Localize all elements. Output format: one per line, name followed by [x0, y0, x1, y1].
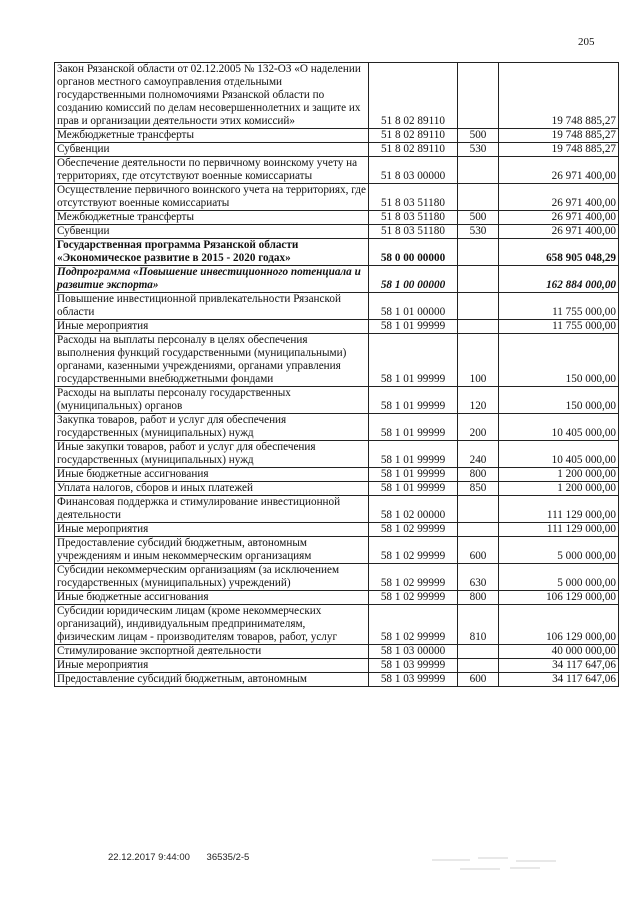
- row-name: Расходы на выплаты персоналу государственных (муниципальных) органов: [55, 387, 369, 414]
- row-code: 58 1 01 99999: [369, 320, 458, 334]
- row-expense-type: 850: [458, 482, 499, 496]
- row-amount: 40 000 000,00: [499, 645, 619, 659]
- row-expense-type: [458, 523, 499, 537]
- row-code: 58 1 01 99999: [369, 387, 458, 414]
- row-expense-type: [458, 157, 499, 184]
- row-expense-type: 600: [458, 537, 499, 564]
- row-code: 51 8 02 89110: [369, 143, 458, 157]
- row-amount: 34 117 647,06: [499, 659, 619, 673]
- row-amount: 162 884 000,00: [499, 266, 619, 293]
- footer: [108, 852, 263, 863]
- row-name: Субсидии юридическим лицам (кроме некоммерческих организаций), индивидуальным предпринимателям, физическим лицам - производителям товаров, работ, услуг: [55, 605, 369, 645]
- table-row: [55, 605, 619, 645]
- row-code: 58 1 01 99999: [369, 468, 458, 482]
- row-amount: 111 129 000,00: [499, 496, 619, 523]
- table-row: [55, 239, 619, 266]
- page-number: 205: [578, 36, 595, 48]
- row-amount: 26 971 400,00: [499, 157, 619, 184]
- table-row: [55, 537, 619, 564]
- row-expense-type: 630: [458, 564, 499, 591]
- row-expense-type: [458, 645, 499, 659]
- row-code: 58 1 02 99999: [369, 564, 458, 591]
- row-amount: 10 405 000,00: [499, 414, 619, 441]
- table-row: [55, 143, 619, 157]
- row-amount: 5 000 000,00: [499, 564, 619, 591]
- row-name: Обеспечение деятельности по первичному воинскому учету на территориях, где отсутствуют военные комиссариаты: [55, 157, 369, 184]
- table-row: [55, 225, 619, 239]
- row-expense-type: [458, 266, 499, 293]
- row-code: 58 1 03 99999: [369, 673, 458, 687]
- row-name: Предоставление субсидий бюджетным, автономным: [55, 673, 369, 687]
- row-code: 51 8 03 00000: [369, 157, 458, 184]
- row-amount: 658 905 048,29: [499, 239, 619, 266]
- row-expense-type: [458, 659, 499, 673]
- row-code: 51 8 03 51180: [369, 225, 458, 239]
- table-row: [55, 320, 619, 334]
- row-amount: 26 971 400,00: [499, 225, 619, 239]
- table-row: [55, 387, 619, 414]
- row-amount: 19 748 885,27: [499, 129, 619, 143]
- row-expense-type: 530: [458, 225, 499, 239]
- row-expense-type: 810: [458, 605, 499, 645]
- row-name: Осуществление первичного воинского учета на территориях, где отсутствуют военные комиссариаты: [55, 184, 369, 211]
- table-row: [55, 414, 619, 441]
- row-amount: 150 000,00: [499, 334, 619, 387]
- row-name: Расходы на выплаты персоналу в целях обеспечения выполнения функций государственными (муниципальными) органами, казенными учреждениями, органами управления государственными внебюджетными фондами: [55, 334, 369, 387]
- table-row: [55, 523, 619, 537]
- table-row: [55, 496, 619, 523]
- row-expense-type: 500: [458, 129, 499, 143]
- row-name: Иные бюджетные ассигнования: [55, 591, 369, 605]
- row-amount: 26 971 400,00: [499, 211, 619, 225]
- row-code: 58 1 01 99999: [369, 482, 458, 496]
- row-amount: 34 117 647,06: [499, 673, 619, 687]
- row-name: Межбюджетные трансферты: [55, 129, 369, 143]
- row-expense-type: [458, 496, 499, 523]
- row-expense-type: 240: [458, 441, 499, 468]
- row-code: 58 1 02 00000: [369, 496, 458, 523]
- row-name: Иные мероприятия: [55, 523, 369, 537]
- row-amount: 111 129 000,00: [499, 523, 619, 537]
- row-amount: 1 200 000,00: [499, 468, 619, 482]
- row-name: Закупка товаров, работ и услуг для обеспечения государственных (муниципальных) нужд: [55, 414, 369, 441]
- table-row: [55, 482, 619, 496]
- row-name: Уплата налогов, сборов и иных платежей: [55, 482, 369, 496]
- row-amount: 26 971 400,00: [499, 184, 619, 211]
- row-expense-type: [458, 320, 499, 334]
- row-expense-type: 500: [458, 211, 499, 225]
- row-expense-type: [458, 63, 499, 129]
- row-amount: 5 000 000,00: [499, 537, 619, 564]
- table-row: [55, 441, 619, 468]
- row-expense-type: 800: [458, 591, 499, 605]
- table-row: [55, 63, 619, 129]
- row-expense-type: 100: [458, 334, 499, 387]
- row-name: Субсидии некоммерческим организациям (за исключением государственных (муниципальных) учреждений): [55, 564, 369, 591]
- table-row: [55, 591, 619, 605]
- row-amount: 1 200 000,00: [499, 482, 619, 496]
- table-row: [55, 211, 619, 225]
- row-name: Подпрограмма «Повышение инвестиционного потенциала и развитие экспорта»: [55, 266, 369, 293]
- table-row: [55, 129, 619, 143]
- row-code: 51 8 03 51180: [369, 184, 458, 211]
- row-expense-type: [458, 239, 499, 266]
- row-amount: 19 748 885,27: [499, 143, 619, 157]
- row-name: Финансовая поддержка и стимулирование инвестиционной деятельности: [55, 496, 369, 523]
- row-expense-type: 600: [458, 673, 499, 687]
- row-code: 58 1 03 99999: [369, 659, 458, 673]
- row-name: Государственная программа Рязанской области «Экономическое развитие в 2015 - 2020 годах»: [55, 239, 369, 266]
- table-row: [55, 645, 619, 659]
- table-row: [55, 564, 619, 591]
- row-name: Субвенции: [55, 143, 369, 157]
- table-row: [55, 157, 619, 184]
- row-expense-type: 200: [458, 414, 499, 441]
- row-name: Иные закупки товаров, работ и услуг для обеспечения государственных (муниципальных) нужд: [55, 441, 369, 468]
- budget-table: [54, 62, 619, 687]
- footer-doc-number: 36535/2-5: [206, 852, 250, 863]
- row-name: Межбюджетные трансферты: [55, 211, 369, 225]
- row-code: 51 8 02 89110: [369, 129, 458, 143]
- row-expense-type: 530: [458, 143, 499, 157]
- row-expense-type: 800: [458, 468, 499, 482]
- row-expense-type: [458, 184, 499, 211]
- row-amount: 19 748 885,27: [499, 63, 619, 129]
- row-code: 58 1 01 99999: [369, 334, 458, 387]
- row-code: 51 8 03 51180: [369, 211, 458, 225]
- row-name: Стимулирование экспортной деятельности: [55, 645, 369, 659]
- row-code: 58 1 02 99999: [369, 591, 458, 605]
- row-code: 58 1 03 00000: [369, 645, 458, 659]
- row-expense-type: 120: [458, 387, 499, 414]
- row-name: Субвенции: [55, 225, 369, 239]
- row-code: 58 1 01 99999: [369, 441, 458, 468]
- row-expense-type: [458, 293, 499, 320]
- row-code: 58 0 00 00000: [369, 239, 458, 266]
- row-code: 58 1 02 99999: [369, 537, 458, 564]
- row-code: 51 8 02 89110: [369, 63, 458, 129]
- budget-table-body: [55, 63, 619, 687]
- row-name: Иные мероприятия: [55, 659, 369, 673]
- row-code: 58 1 01 99999: [369, 414, 458, 441]
- row-name: Повышение инвестиционной привлекательности Рязанской области: [55, 293, 369, 320]
- row-code: 58 1 01 00000: [369, 293, 458, 320]
- table-row: [55, 334, 619, 387]
- table-row: [55, 659, 619, 673]
- table-row: [55, 673, 619, 687]
- table-row: [55, 293, 619, 320]
- row-code: 58 1 02 99999: [369, 605, 458, 645]
- row-code: 58 1 02 99999: [369, 523, 458, 537]
- table-row: [55, 468, 619, 482]
- row-amount: 10 405 000,00: [499, 441, 619, 468]
- row-code: 58 1 00 00000: [369, 266, 458, 293]
- row-name: Предоставление субсидий бюджетным, автономным учреждениям и иным некоммерческим организациям: [55, 537, 369, 564]
- row-amount: 150 000,00: [499, 387, 619, 414]
- row-name: Закон Рязанской области от 02.12.2005 № 132-ОЗ «О наделении органов местного самоуправления отдельными государственными полномочиями Рязанской области по созданию комиссий по делам несовершеннолетних и защите их прав и организации деятельности этих комиссий»: [55, 63, 369, 129]
- row-amount: 106 129 000,00: [499, 605, 619, 645]
- row-name: Иные бюджетные ассигнования: [55, 468, 369, 482]
- faded-stamp-mark: [430, 852, 560, 874]
- table-row: [55, 266, 619, 293]
- row-amount: 106 129 000,00: [499, 591, 619, 605]
- row-amount: 11 755 000,00: [499, 293, 619, 320]
- table-row: [55, 184, 619, 211]
- footer-datetime: 22.12.2017 9:44:00: [108, 852, 190, 863]
- row-name: Иные мероприятия: [55, 320, 369, 334]
- row-amount: 11 755 000,00: [499, 320, 619, 334]
